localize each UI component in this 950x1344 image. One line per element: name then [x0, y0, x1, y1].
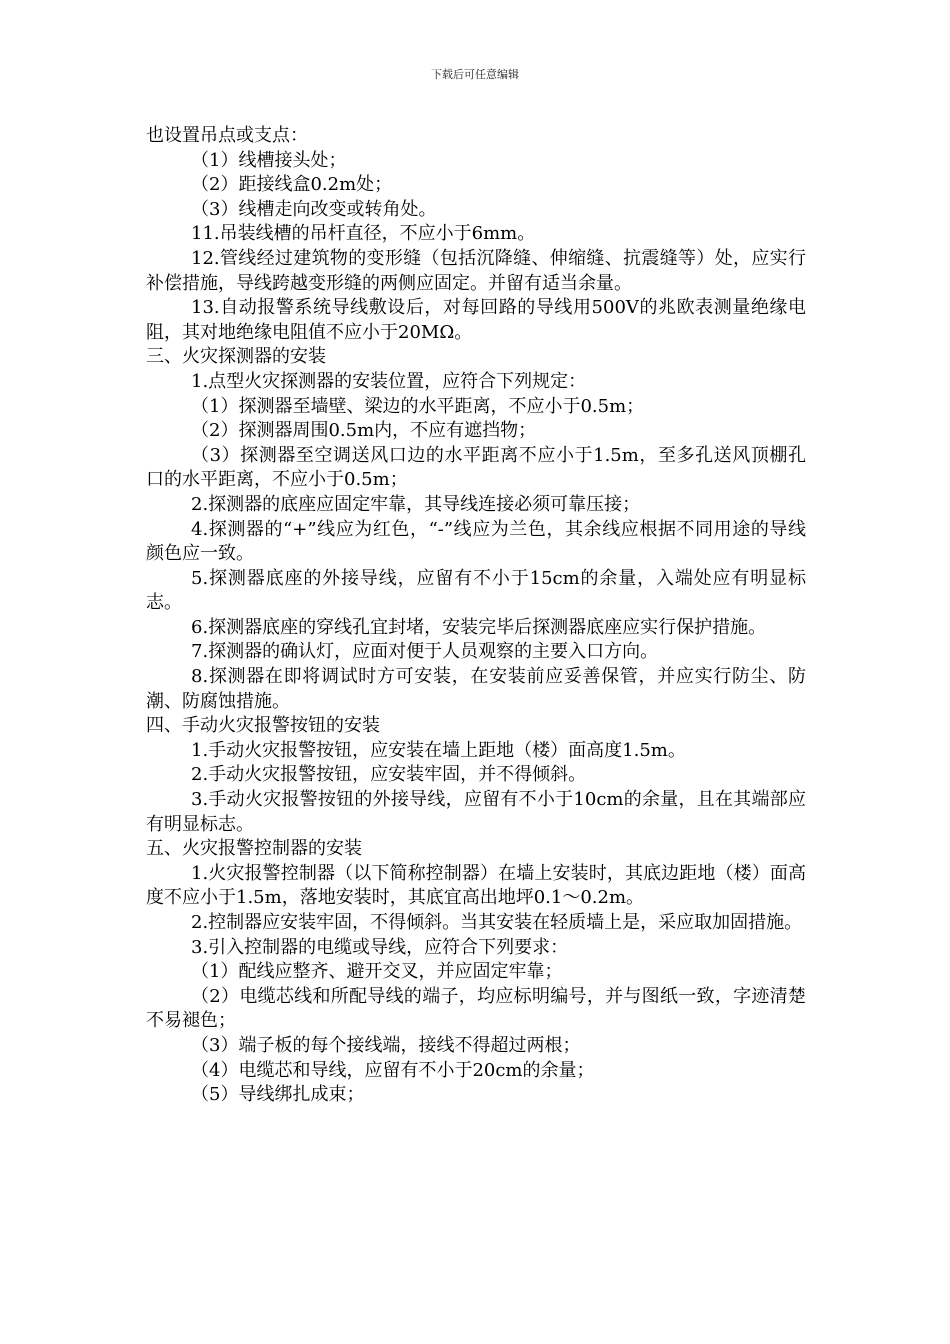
body-paragraph: （2）电缆芯线和所配导线的端子，均应标明编号，并与图纸一致，字迹清楚不易褪色；: [146, 985, 806, 1032]
body-paragraph: 7.探测器的确认灯，应面对便于人员观察的主要入口方向。: [191, 641, 659, 663]
body-paragraph: 5.探测器底座的外接导线，应留有不小于15cm的余量，入端处应有明显标志。: [146, 567, 806, 614]
body-paragraph: 2.控制器应安装牢固，不得倾斜。当其安装在轻质墙上是，采应取加固措施。: [191, 912, 803, 933]
body-paragraph: 13.自动报警系统导线敷设后，对每回路的导线用500V的兆欧表测量绝缘电阻，其对地绝缘电阻值不应小于20MΩ。: [146, 297, 806, 343]
page-header: 下载后可任意编辑: [431, 68, 519, 81]
body-paragraph: （1）配线应整齐、避开交叉，并应固定牢靠；: [191, 961, 563, 983]
body-paragraph: （2）距接线盒0.2m处；: [191, 174, 393, 196]
section-heading: 也设置吊点或支点：: [146, 125, 308, 146]
document-body: [146, 124, 806, 1108]
section-heading: 四、手动火灾报警按钮的安装: [146, 715, 380, 737]
body-paragraph: 1.火灾报警控制器（以下简称控制器）在墙上安装时，其底边距地（楼）面高度不应小于1.5m，落地安装时，其底宜高出地坪0.1～0.2m。: [146, 862, 806, 909]
body-paragraph: （4）电缆芯和导线，应留有不小于20cm的余量；: [191, 1059, 595, 1081]
body-paragraph: 6.探测器底座的穿线孔宜封堵，安装完毕后探测器底座应实行保护措施。: [191, 616, 767, 638]
body-paragraph: 2.探测器的底座应固定牢靠，其导线连接必须可靠压接；: [191, 493, 641, 515]
body-paragraph: 12.管线经过建筑物的变形缝（包括沉降缝、伸缩缝、抗震缝等）处，应实行补偿措施，导线跨越变形缝的两侧应固定。并留有适当余量。: [146, 247, 806, 294]
body-paragraph: （1）线槽接头处；: [191, 149, 347, 171]
section-heading: 五、火灾报警控制器的安装: [146, 838, 362, 860]
body-paragraph: 4.探测器的“+”线应为红色，“-”线应为兰色，其余线应根据不同用途的导线颜色应一致。: [146, 518, 806, 565]
body-paragraph: （2）探测器周围0.5m内，不应有遮挡物；: [191, 420, 537, 442]
body-paragraph: 2.手动火灾报警按钮，应安装牢固，并不得倾斜。: [191, 764, 587, 786]
body-paragraph: 3.手动火灾报警按钮的外接导线，应留有不小于10cm的余量，且在其端部应有明显标志。: [146, 789, 806, 835]
body-paragraph: （3）探测器至空调送风口边的水平距离不应小于1.5m，至多孔送风顶棚孔口的水平距离，不应小于0.5m；: [146, 444, 806, 491]
body-paragraph: （3）端子板的每个接线端，接线不得超过两根；: [191, 1034, 581, 1056]
body-paragraph: 3.引入控制器的电缆或导线，应符合下列要求：: [191, 936, 569, 958]
body-paragraph: 1.手动火灾报警按钮，应安装在墙上距地（楼）面高度1.5m。: [191, 739, 686, 761]
body-paragraph: 8.探测器在即将调试时方可安装，在安装前应妥善保管，并应实行防尘、防潮、防腐蚀措施。: [146, 666, 806, 712]
body-paragraph: （1）探测器至墙壁、梁边的水平距离，不应小于0.5m；: [191, 395, 645, 417]
section-heading: 三、火灾探测器的安装: [146, 346, 326, 368]
body-paragraph: 1.点型火灾探测器的安装位置，应符合下列规定：: [191, 370, 587, 392]
body-paragraph: （5）导线绑扎成束；: [191, 1084, 365, 1106]
body-paragraph: （3）线槽走向改变或转角处。: [191, 198, 437, 220]
body-paragraph: 11.吊装线槽的吊杆直径，不应小于6mm。: [191, 223, 536, 245]
